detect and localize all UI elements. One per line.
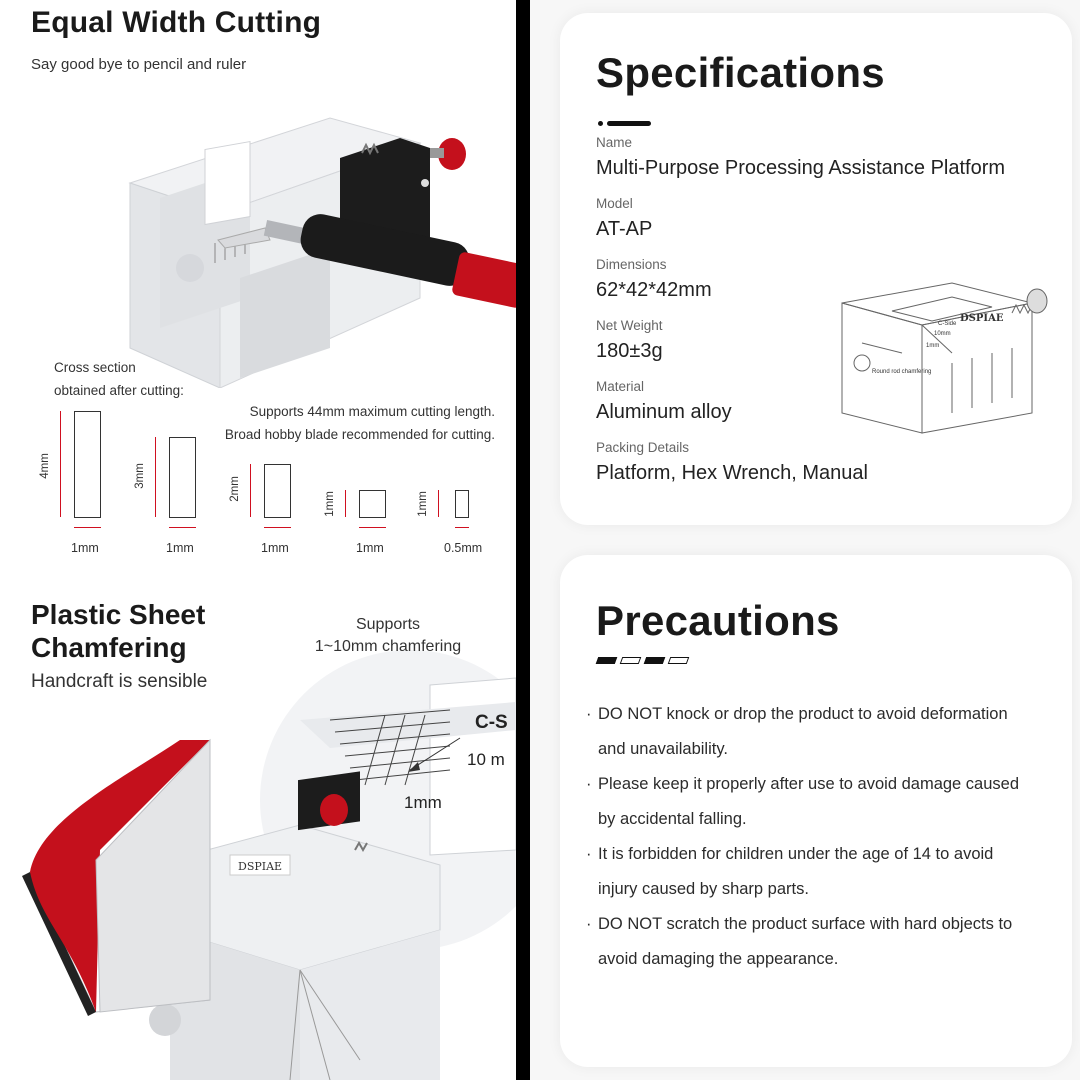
precaution-item: · DO NOT knock or drop the product to avoid deformation and unavailability. xyxy=(586,705,1008,758)
precaution-item: · It is forbidden for children under the age of 14 to avoid injury caused by sharp parts. xyxy=(586,845,994,898)
precaution-list xyxy=(586,697,1046,977)
zoom-side-label: C-S xyxy=(475,712,508,733)
spec-item-material: Material Aluminum alloy xyxy=(596,379,732,423)
diagram-side-label: C-Side xyxy=(938,321,957,327)
cross-section-3mm: 3mm 1mm xyxy=(135,408,205,558)
specifications-card xyxy=(560,13,1072,525)
cross-section-1mm: 1mm 1mm xyxy=(325,408,395,558)
equal-width-title: Equal Width Cutting xyxy=(31,6,322,39)
platform-brand-label: DSPIAE xyxy=(238,860,283,873)
specifications-underline xyxy=(598,115,651,133)
diagram-chamfer-label: Round rod chamfering xyxy=(872,369,932,375)
spec-item-name: Name Multi-Purpose Processing Assistance Platform xyxy=(596,135,1006,179)
precaution-item: · Please keep it properly after use to avoid damage caused by accidental falling. xyxy=(586,775,1020,828)
zoom-one-label: 1mm xyxy=(404,793,442,812)
zoom-ten-label: 10 m xyxy=(467,750,505,769)
chamfering-title: Plastic Sheet Chamfering xyxy=(31,599,206,663)
cutting-length-note: Supports 44mm maximum cutting length. Broad hobby blade recommended for cutting. xyxy=(224,404,495,442)
cross-section-2mm: 2mm 1mm xyxy=(230,408,300,558)
spec-item-net-weight: Net Weight 180±3g xyxy=(596,318,663,362)
precaution-item: · DO NOT scratch the product surface with hard objects to avoid damaging the appearance. xyxy=(586,915,1013,968)
precautions-decoration xyxy=(597,651,693,669)
chamfering-range-note: Supports 1~10mm chamfering xyxy=(314,616,462,655)
cross-section-half-mm: 1mm 0.5mm xyxy=(416,491,483,555)
cutting-platform-photo xyxy=(100,88,516,388)
cross-section-4mm: 4mm 1mm xyxy=(40,408,110,558)
diagram-brand-label: DSPIAE xyxy=(960,313,1004,324)
spec-item-packing: Packing Details Platform, Hex Wrench, Manual xyxy=(596,440,868,484)
specifications-title: Specifications xyxy=(596,49,885,96)
spec-item-dimensions: Dimensions 62*42*42mm xyxy=(596,257,712,301)
product-line-drawing xyxy=(832,263,1052,443)
diagram-one-label: 1mm xyxy=(926,343,940,349)
cross-section-note: Cross section obtained after cutting: xyxy=(54,360,184,398)
precautions-card xyxy=(560,555,1072,1067)
chamfering-subtitle: Handcraft is sensible xyxy=(31,671,208,692)
diagram-ten-label: 10mm xyxy=(934,331,951,337)
precautions-title: Precautions xyxy=(596,597,840,644)
spec-item-model: Model AT-AP xyxy=(596,196,653,240)
left-panel xyxy=(0,0,516,1080)
equal-width-subtitle: Say good bye to pencil and ruler xyxy=(31,56,247,73)
